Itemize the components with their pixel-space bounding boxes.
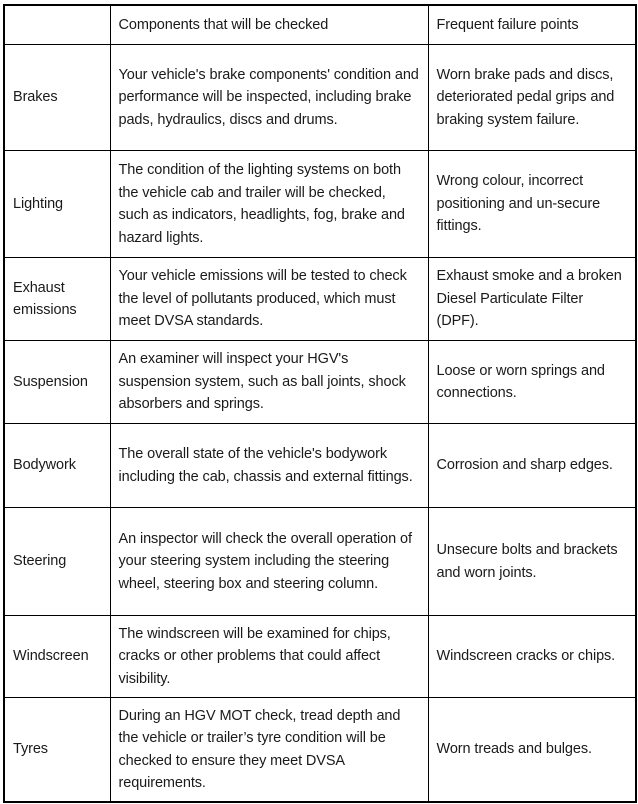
cell-components: The windscreen will be examined for chips, cracks or other problems that could affect visibility.	[110, 616, 428, 698]
cell-area: Suspension	[4, 341, 110, 424]
header-area	[4, 5, 110, 45]
hgv-mot-checks-table-container	[3, 4, 635, 803]
cell-components: The condition of the lighting systems on both the vehicle cab and trailer will be checked, such as indicators, headlights, fog, brake and hazard lights.	[110, 151, 428, 258]
cell-area: Exhaust emissions	[4, 258, 110, 341]
cell-components: The overall state of the vehicle's bodywork including the cab, chassis and external fittings.	[110, 424, 428, 508]
cell-failures: Worn treads and bulges.	[428, 698, 636, 803]
table-row-bodywork	[4, 424, 636, 508]
cell-area: Windscreen	[4, 616, 110, 698]
cell-failures: Wrong colour, incorrect positioning and un-secure fittings.	[428, 151, 636, 258]
table-row-lighting	[4, 151, 636, 258]
cell-components: During an HGV MOT check, tread depth and the vehicle or trailer’s tyre condition will be checked to ensure they meet DVSA requirements.	[110, 698, 428, 803]
cell-area: Bodywork	[4, 424, 110, 508]
cell-area: Steering	[4, 508, 110, 616]
cell-area: Lighting	[4, 151, 110, 258]
cell-area: Brakes	[4, 45, 110, 151]
cell-failures: Loose or worn springs and connections.	[428, 341, 636, 424]
cell-failures: Corrosion and sharp edges.	[428, 424, 636, 508]
cell-failures: Unsecure bolts and brackets and worn joints.	[428, 508, 636, 616]
cell-failures: Exhaust smoke and a broken Diesel Particulate Filter (DPF).	[428, 258, 636, 341]
table-row-tyres	[4, 698, 636, 803]
table-row-windscreen	[4, 616, 636, 698]
cell-components: Your vehicle's brake components' condition and performance will be inspected, including brake pads, hydraulics, discs and drums.	[110, 45, 428, 151]
table-row-suspension	[4, 341, 636, 424]
table-row-brakes	[4, 45, 636, 151]
hgv-mot-checks-table	[3, 4, 637, 803]
cell-failures: Windscreen cracks or chips.	[428, 616, 636, 698]
cell-failures: Worn brake pads and discs, deteriorated pedal grips and braking system failure.	[428, 45, 636, 151]
table-row-exhaust-emissions	[4, 258, 636, 341]
cell-components: Your vehicle emissions will be tested to check the level of pollutants produced, which must meet DVSA standards.	[110, 258, 428, 341]
cell-components: An inspector will check the overall operation of your steering system including the steering wheel, steering box and steering column.	[110, 508, 428, 616]
cell-components: An examiner will inspect your HGV's suspension system, such as ball joints, shock absorbers and springs.	[110, 341, 428, 424]
table-row-steering	[4, 508, 636, 616]
header-failures: Frequent failure points	[428, 5, 636, 45]
table-header-row	[4, 5, 636, 45]
header-components: Components that will be checked	[110, 5, 428, 45]
cell-area: Tyres	[4, 698, 110, 803]
